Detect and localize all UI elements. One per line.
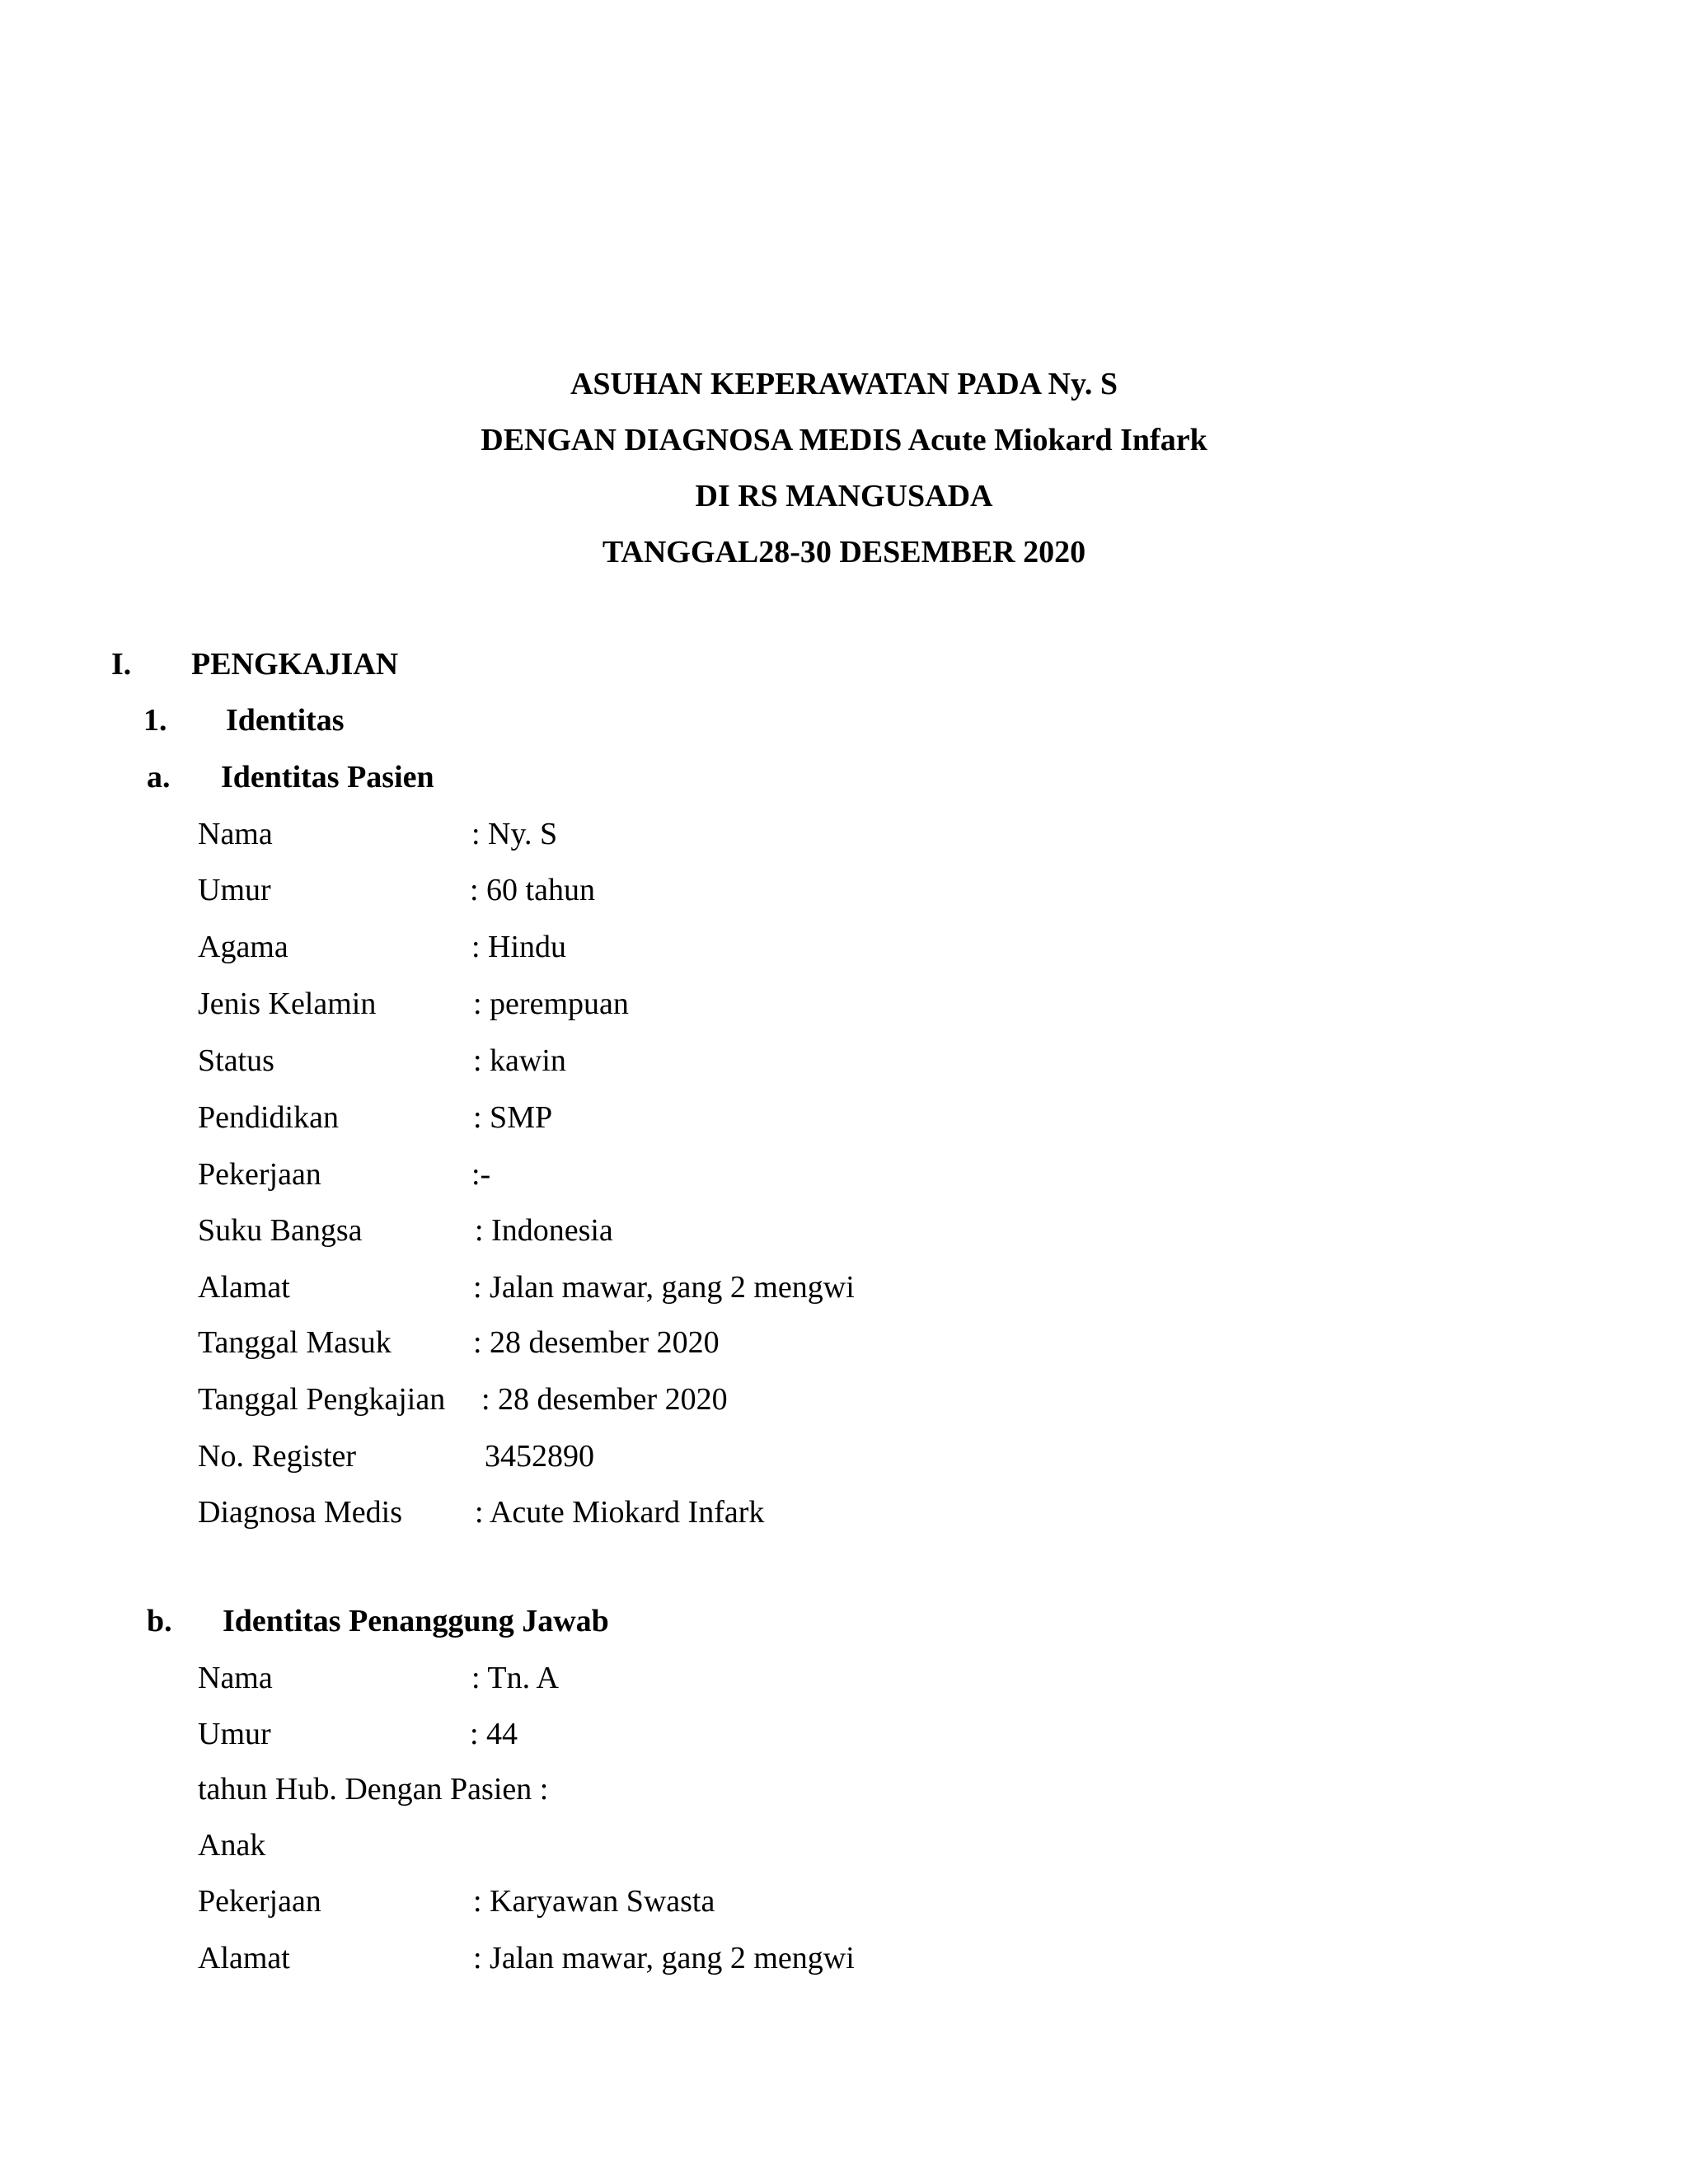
title-line-1: ASUHAN KEPERAWATAN PADA Ny. S: [570, 367, 1118, 401]
guardian-value-pekerjaan: : Karyawan Swasta: [473, 1884, 715, 1919]
title-line-2: DENGAN DIAGNOSA MEDIS Acute Miokard Infark: [481, 423, 1207, 457]
patient-label-alamat: Alamat: [198, 1270, 290, 1305]
subsection-number: 1.: [143, 703, 167, 738]
patient-label-tanggal-masuk: Tanggal Masuk: [198, 1325, 392, 1360]
guardian-label-umur: Umur: [198, 1717, 271, 1751]
patient-label-diagnosa-medis: Diagnosa Medis: [198, 1495, 403, 1530]
section-title: PENGKAJIAN: [191, 647, 399, 682]
guardian-value-alamat: : Jalan mawar, gang 2 mengwi: [473, 1941, 855, 1975]
patient-letter: a.: [147, 760, 171, 794]
patient-label-jenis-kelamin: Jenis Kelamin: [198, 987, 377, 1021]
title-line-3: DI RS MANGUSADA: [695, 479, 993, 513]
patient-value-jenis-kelamin: : perempuan: [473, 987, 629, 1021]
patient-label-agama: Agama: [198, 930, 288, 964]
patient-value-pekerjaan: :-: [471, 1157, 491, 1192]
patient-label-suku-bangsa: Suku Bangsa: [198, 1213, 363, 1248]
patient-value-agama: : Hindu: [471, 930, 567, 964]
guardian-letter: b.: [147, 1604, 172, 1638]
patient-label-pendidikan: Pendidikan: [198, 1100, 339, 1135]
guardian-label-pekerjaan: Pekerjaan: [198, 1884, 321, 1919]
guardian-value-umur: : 44: [470, 1717, 518, 1751]
patient-value-no-register: 3452890: [485, 1439, 594, 1474]
guardian-label-anak: Anak: [198, 1828, 266, 1863]
patient-value-tanggal-masuk: : 28 desember 2020: [473, 1325, 720, 1360]
patient-value-tanggal-pengkajian: : 28 desember 2020: [481, 1382, 728, 1417]
subsection-title: Identitas: [226, 703, 345, 738]
section-number: I.: [111, 647, 132, 682]
patient-value-umur: : 60 tahun: [470, 873, 595, 907]
patient-label-pekerjaan: Pekerjaan: [198, 1157, 321, 1192]
guardian-label-alamat: Alamat: [198, 1941, 290, 1975]
patient-label-nama: Nama: [198, 817, 273, 851]
patient-value-diagnosa-medis: : Acute Miokard Infark: [475, 1495, 765, 1530]
guardian-label-nama: Nama: [198, 1661, 273, 1695]
patient-label-status: Status: [198, 1043, 274, 1078]
guardian-label-hubungan: tahun Hub. Dengan Pasien :: [198, 1772, 549, 1807]
patient-value-nama: : Ny. S: [471, 817, 558, 851]
patient-label-tanggal-pengkajian: Tanggal Pengkajian: [198, 1382, 446, 1417]
patient-value-status: : kawin: [473, 1043, 566, 1078]
patient-value-suku-bangsa: : Indonesia: [475, 1213, 613, 1248]
guardian-heading: Identitas Penanggung Jawab: [223, 1604, 609, 1638]
patient-value-pendidikan: : SMP: [473, 1100, 553, 1135]
title-line-4: TANGGAL28-30 DESEMBER 2020: [602, 535, 1086, 569]
patient-value-alamat: : Jalan mawar, gang 2 mengwi: [473, 1270, 855, 1305]
guardian-value-nama: : Tn. A: [471, 1661, 559, 1695]
patient-heading: Identitas Pasien: [221, 760, 434, 794]
patient-label-umur: Umur: [198, 873, 271, 907]
patient-label-no-register: No. Register: [198, 1439, 357, 1474]
